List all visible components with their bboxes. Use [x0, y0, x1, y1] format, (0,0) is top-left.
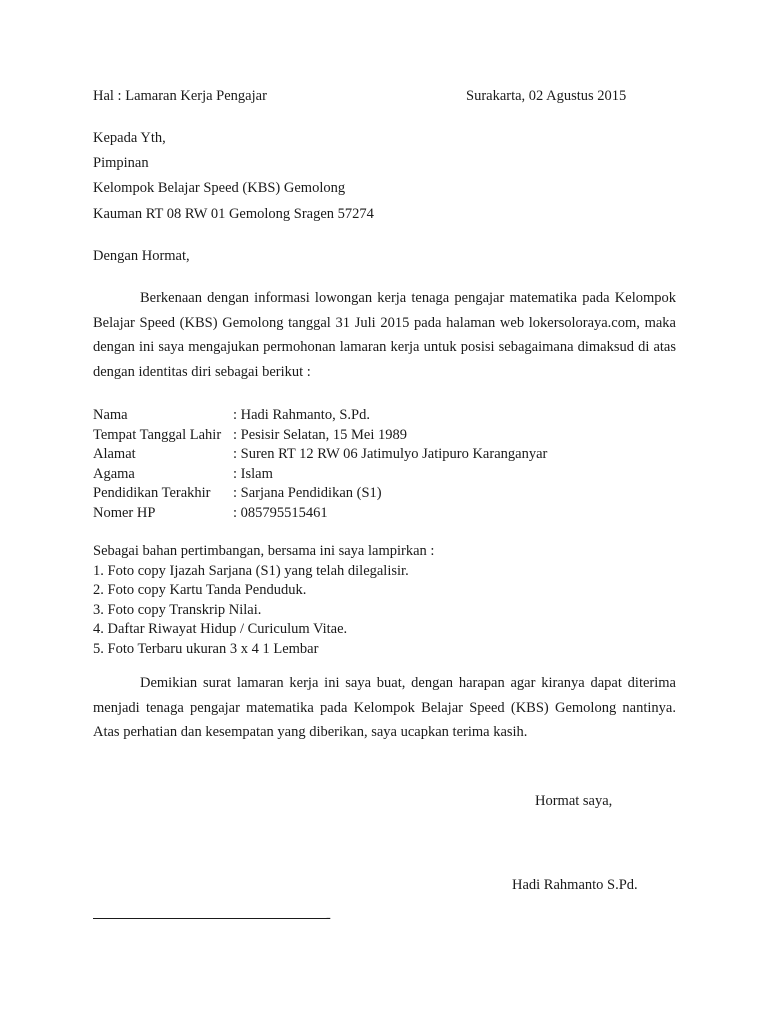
letter-subject: Hal : Lamaran Kerja Pengajar — [93, 88, 267, 104]
identity-label: Tempat Tanggal Lahir — [93, 426, 222, 443]
identity-row — [93, 426, 547, 446]
closing-paragraph-text: Demikian surat lamaran kerja ini saya buat, dengan harapan agar kiranya dapat diterima menjadi tenaga pengajar matematika pada Kelompok Belajar Speed (KBS) Gemolong nantinya. Atas perhatian dan kesempatan yang diberikan, saya ucapkan terima kasih. — [93, 675, 676, 741]
identity-row — [93, 465, 547, 485]
identity-table — [93, 406, 547, 523]
identity-value: : Sarjana Pendidikan (S1) — [233, 485, 382, 501]
identity-row — [93, 406, 547, 426]
attachments-intro: Sebagai bahan pertimbangan, bersama ini saya lampirkan : — [93, 543, 435, 559]
identity-label: Nama — [93, 407, 128, 423]
attachment-item: 4. Daftar Riwayat Hidup / Curiculum Vitae. — [93, 621, 348, 637]
footer-trailing-mark: - — [326, 910, 331, 926]
identity-value: : Islam — [233, 465, 273, 482]
identity-value: : Pesisir Selatan, 15 Mei 1989 — [233, 426, 407, 443]
identity-row — [93, 504, 547, 524]
footer-rule — [93, 918, 329, 919]
closing-paragraph — [93, 671, 676, 745]
greeting: Dengan Hormat, — [93, 248, 190, 264]
intro-paragraph-text: Berkenaan dengan informasi lowongan kerja tenaga pengajar matematika pada Kelompok Belajar Speed (KBS) Gemolong tanggal 31 Juli 2015 pada halaman web lokersoloraya.com, maka dengan ini saya mengajukan permohonan lamaran kerja untuk posisi sebagaimana dimaksud di atas dengan identitas diri sebagai berikut : — [93, 290, 676, 381]
attachment-item: 3. Foto copy Transkrip Nilai. — [93, 601, 262, 618]
attachments-list — [93, 542, 434, 659]
signature-name: Hadi Rahmanto S.Pd. — [512, 877, 638, 893]
identity-value: : Suren RT 12 RW 06 Jatimulyo Jatipuro Karanganyar — [233, 446, 548, 462]
signature-salutation: Hormat saya, — [535, 793, 613, 809]
identity-label: Agama — [93, 465, 135, 482]
intro-paragraph — [93, 286, 676, 385]
identity-row — [93, 445, 547, 465]
recipient-line: Kauman RT 08 RW 01 Gemolong Sragen 57274 — [93, 206, 374, 222]
identity-value: : Hadi Rahmanto, S.Pd. — [233, 407, 370, 423]
identity-label: Alamat — [93, 446, 136, 462]
recipient-line: Pimpinan — [93, 155, 149, 171]
identity-row — [93, 484, 547, 504]
letter-place-date: Surakarta, 02 Agustus 2015 — [466, 88, 627, 104]
attachment-item: 5. Foto Terbaru ukuran 3 x 4 1 Lembar — [93, 640, 319, 657]
identity-label: Nomer HP — [93, 504, 156, 521]
attachment-item: 2. Foto copy Kartu Tanda Penduduk. — [93, 582, 307, 598]
identity-value: : 085795515461 — [233, 504, 328, 521]
identity-label: Pendidikan Terakhir — [93, 485, 211, 501]
attachment-item: 1. Foto copy Ijazah Sarjana (S1) yang telah dilegalisir. — [93, 562, 409, 579]
recipient-line: Kepada Yth, — [93, 130, 166, 146]
recipient-line: Kelompok Belajar Speed (KBS) Gemolong — [93, 180, 346, 196]
